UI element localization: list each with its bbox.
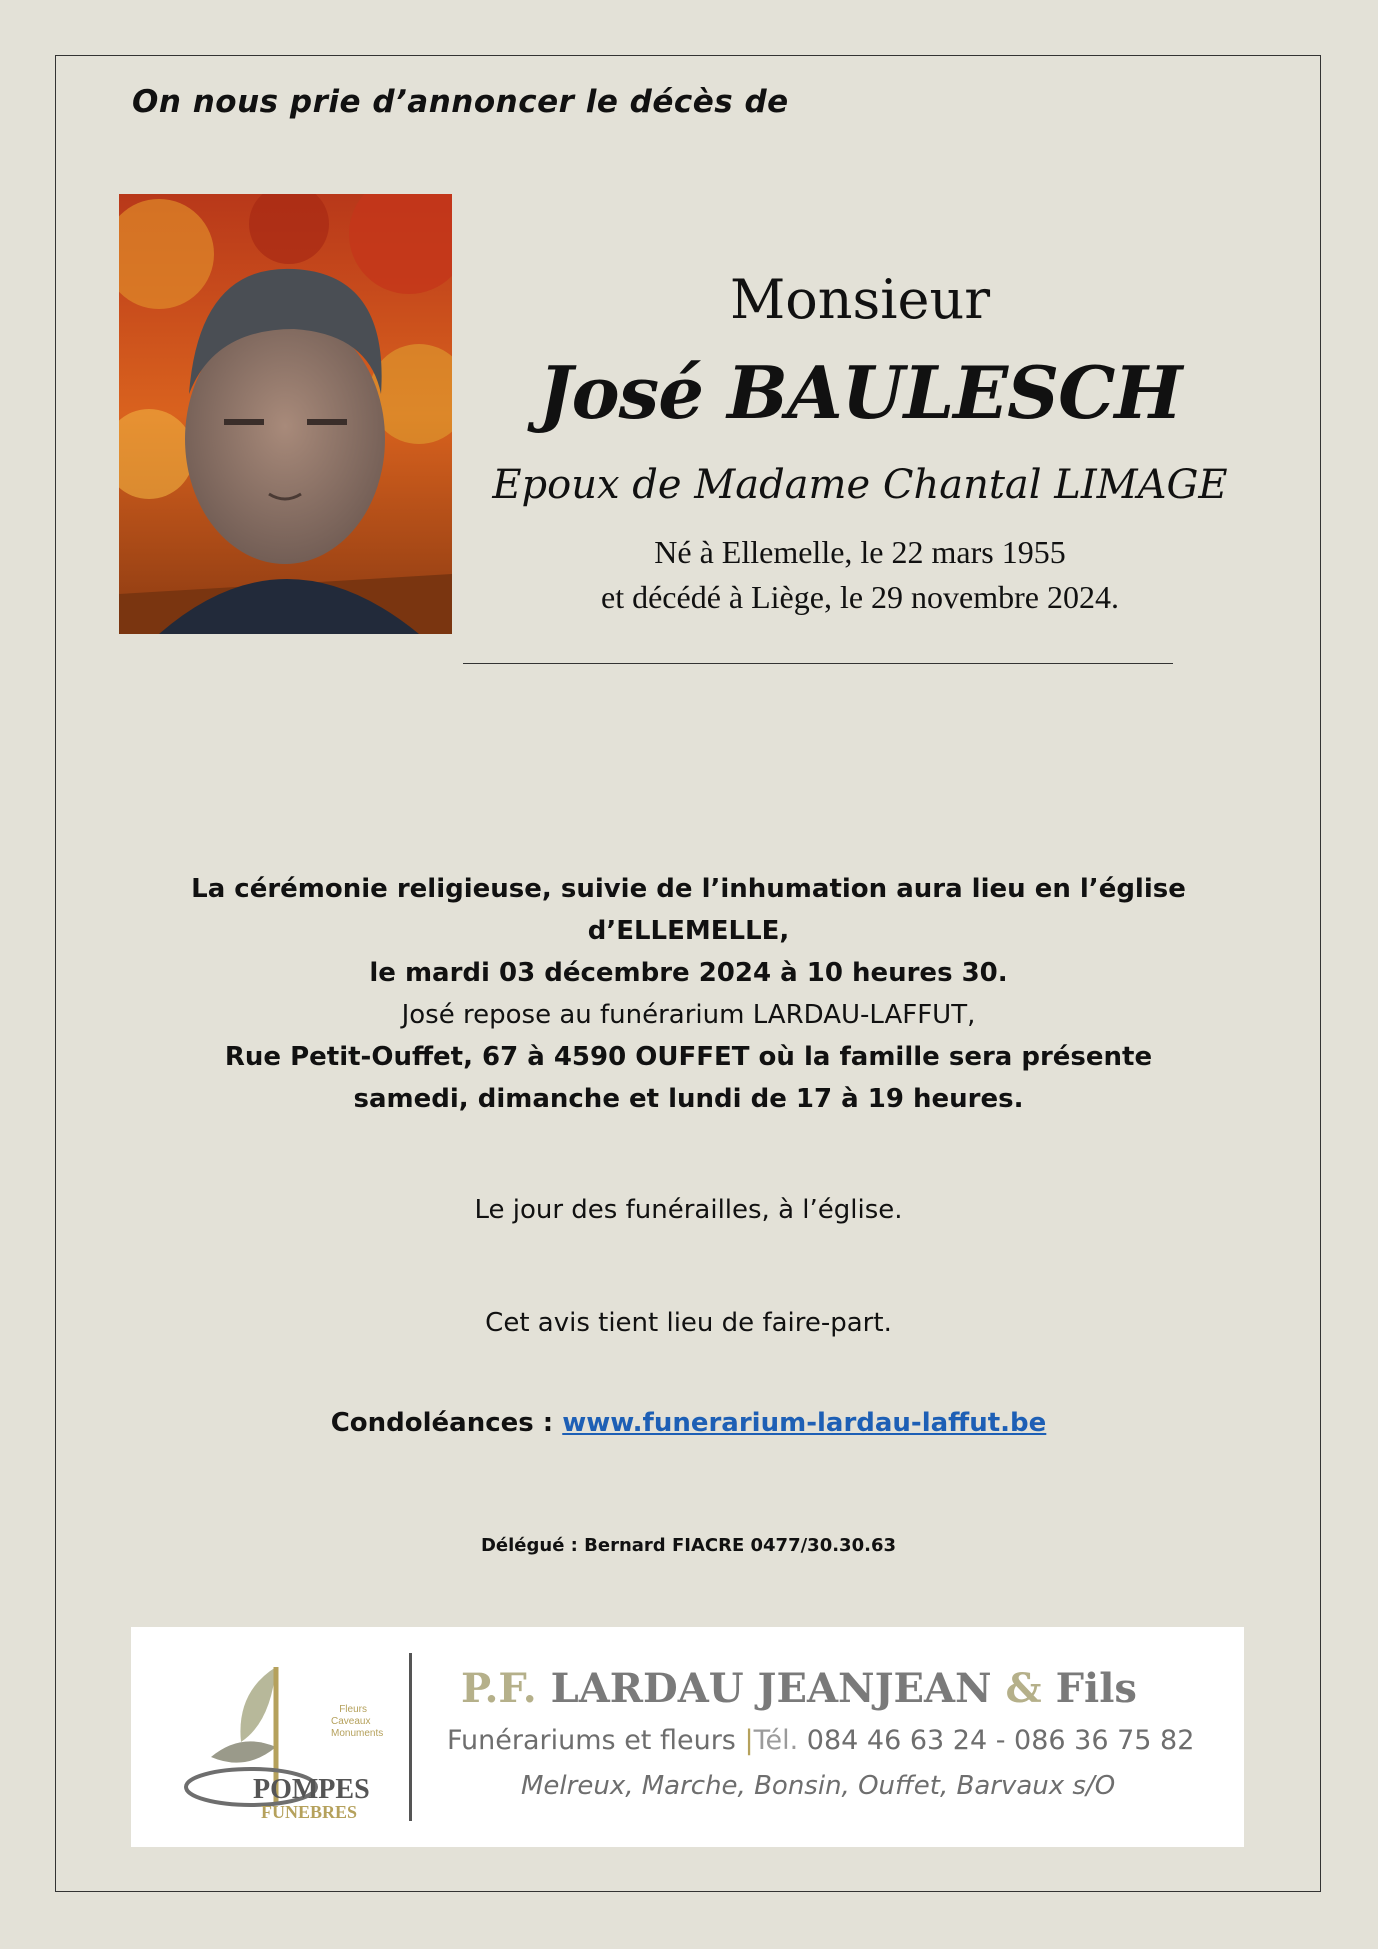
death-line: et décédé à Liège, le 29 novembre 2024.	[601, 579, 1119, 615]
funeral-day-note: Le jour des funérailles, à l’église.	[474, 1195, 903, 1225]
brand-fils: Fils	[1055, 1665, 1137, 1712]
ceremony-line-1: La cérémonie religieuse, suivie de l’inhumation aura lieu en l’église d’ELLEMELLE,	[191, 874, 1186, 946]
brand-name	[461, 1665, 1137, 1712]
tel-numbers: 084 46 63 24 - 086 36 75 82	[806, 1725, 1195, 1756]
deceased-name: José BAULESCH	[538, 350, 1182, 435]
ceremony-info	[100, 868, 1277, 994]
banner-separator	[409, 1653, 412, 1821]
brand-amp: &	[1005, 1665, 1042, 1712]
condolences-line	[100, 1408, 1277, 1438]
logo-caveaux: Caveaux	[331, 1716, 371, 1727]
notice-statement: Cet avis tient lieu de faire-part.	[485, 1308, 892, 1338]
announcement-intro: On nous prie d’annoncer le décès de	[132, 84, 789, 120]
brand-main: LARDAU JEANJEAN	[550, 1665, 992, 1712]
birth-line: Né à Ellemelle, le 22 mars 1955	[654, 534, 1066, 570]
ceremony-line-2: le mardi 03 décembre 2024 à 10 heures 30.	[369, 958, 1008, 988]
brand-contact	[447, 1725, 1194, 1756]
spouse-line: Epoux de Madame Chantal LIMAGE	[492, 462, 1228, 508]
repose-line-1: José repose au funérarium LARDAU-LAFFUT,	[401, 1000, 976, 1030]
brand-locations: Melreux, Marche, Bonsin, Ouffet, Barvaux s/O	[521, 1771, 1116, 1801]
repose-line-3: samedi, dimanche et lundi de 17 à 19 heures.	[353, 1084, 1024, 1114]
logo-pompes: POMPES	[253, 1774, 370, 1805]
tel-label: Tél.	[753, 1725, 799, 1756]
repose-info	[100, 994, 1277, 1120]
logo-monuments: Monuments	[331, 1728, 384, 1739]
funeral-home-banner	[131, 1627, 1244, 1847]
logo-funebres: FUNEBRES	[261, 1802, 358, 1822]
services-label: Funérariums et fleurs	[447, 1725, 736, 1756]
life-dates	[470, 530, 1250, 620]
delegate-contact: Délégué : Bernard FIACRE 0477/30.30.63	[480, 1535, 896, 1556]
logo-fleurs: Fleurs	[339, 1704, 367, 1715]
repose-line-2: Rue Petit-Ouffet, 67 à 4590 OUFFET où la famille sera présente	[224, 1042, 1153, 1072]
condolences-label: Condoléances :	[330, 1408, 563, 1438]
divider	[463, 663, 1173, 664]
pompes-funebres-logo	[181, 1652, 384, 1827]
condolences-link[interactable]: www.funerarium-lardau-laffut.be	[562, 1408, 1047, 1438]
brand-pf: P.F.	[461, 1665, 537, 1712]
honorific: Monsieur	[729, 268, 991, 331]
contact-separator: |	[744, 1725, 754, 1756]
deceased-portrait	[119, 194, 452, 634]
